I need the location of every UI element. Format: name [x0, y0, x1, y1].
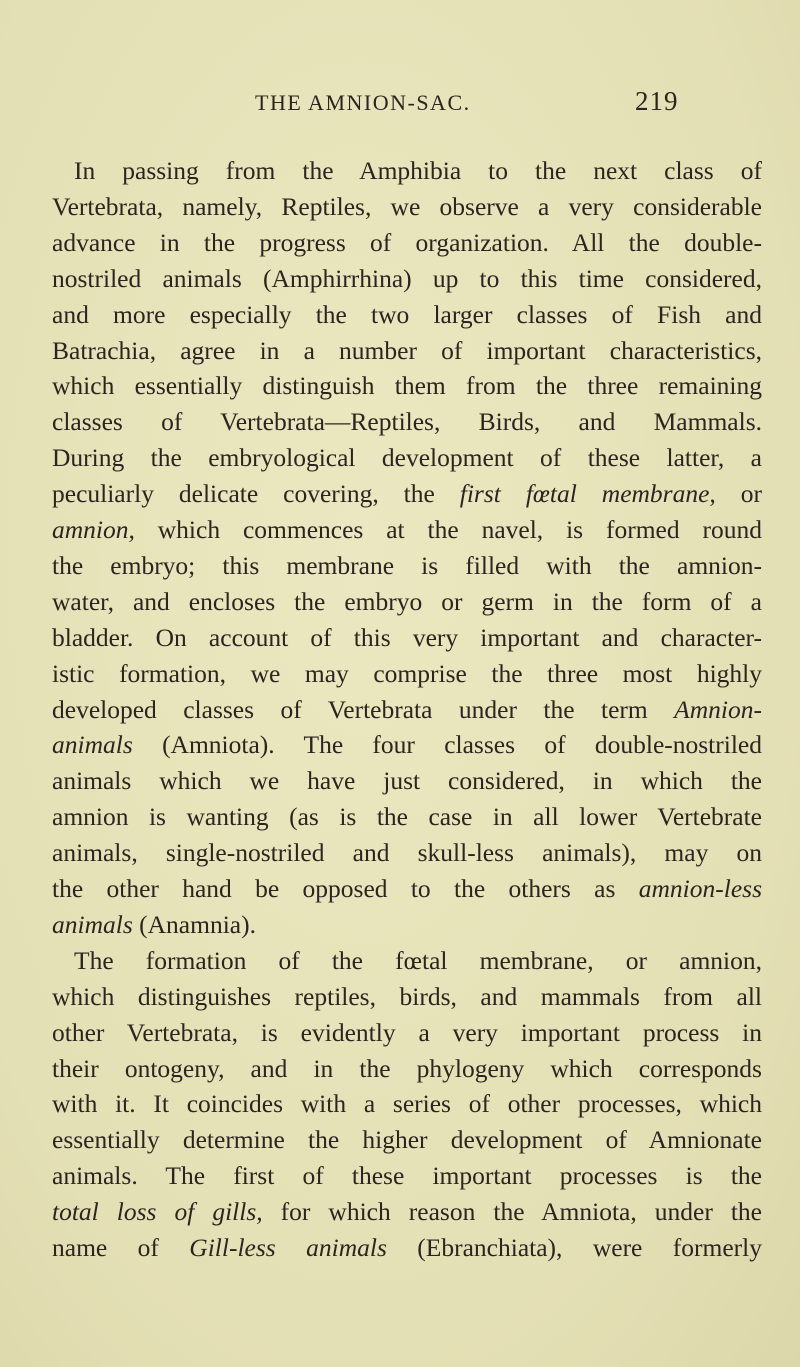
text-line: [52, 1015, 762, 1051]
text-run: amnion is wanting (as is the case in all lower Vertebrate: [52, 802, 762, 832]
text-run: bladder. On account of this very important and character-: [52, 622, 762, 652]
text-line: [52, 799, 762, 835]
page-number: 219: [635, 86, 679, 116]
text-run: the other hand be opposed to the others as: [52, 874, 639, 903]
text-run: (Ebranchiata), were formerly: [386, 1233, 763, 1262]
text-run: which essentially distinguish them from the three remaining: [52, 371, 762, 401]
italic-text: total loss of gills,: [52, 1197, 263, 1227]
text-line: [52, 333, 762, 369]
text-run: animals which we have just considered, in which the: [52, 766, 762, 796]
text-line: [52, 1051, 762, 1087]
text-line: [52, 871, 762, 907]
text-run: Batrachia, agree in a number of important characteristics,: [52, 335, 762, 365]
text-run: for which reason the Amniota, under the: [262, 1197, 762, 1227]
text-line: [52, 584, 762, 620]
text-line: [74, 943, 762, 979]
text-line: [52, 835, 762, 871]
text-line: [52, 1122, 762, 1158]
text-line: [52, 1230, 762, 1266]
text-run: the embryo; this membrane is filled with the amnion-: [52, 550, 762, 580]
text-run: animals. The first of these important processes is the: [52, 1161, 762, 1191]
text-run: nostriled animals (Amphirrhina) up to this time considered,: [52, 263, 762, 293]
text-run: or: [715, 479, 762, 509]
text-line: [74, 153, 762, 189]
text-run: their ontogeny, and in the phylogeny which corresponds: [52, 1053, 762, 1083]
text-run: Vertebrata, namely, Reptiles, we observe a very considerable: [52, 191, 762, 221]
text-run: and more especially the two larger classes of Fish and: [52, 299, 762, 329]
text-line: [52, 189, 762, 225]
text-line: [52, 656, 762, 692]
text-run: which distinguishes reptiles, birds, and mammals from all: [52, 981, 762, 1011]
text-line: [52, 261, 762, 297]
text-run: with it. It coincides with a series of other processes, which: [52, 1089, 762, 1119]
text-line: [52, 512, 762, 548]
text-run: which commences at the navel, is formed round: [134, 515, 762, 544]
text-run: In passing from the Amphibia to the next class of: [74, 156, 762, 185]
text-run: water, and encloses the embryo or germ in the form of a: [52, 586, 762, 616]
text-line: [52, 979, 762, 1015]
text-run: developed classes of Vertebrata under the term: [52, 694, 675, 724]
italic-text: animals: [52, 730, 133, 760]
italic-text: amnion-less: [638, 874, 762, 903]
italic-text: first fœtal membrane,: [459, 479, 716, 509]
italic-text: amnion,: [52, 515, 135, 544]
text-run: classes of Vertebrata—Reptiles, Birds, and Mammals.: [52, 407, 762, 437]
text-run: istic formation, we may comprise the three most highly: [52, 658, 762, 688]
text-line: [52, 404, 762, 440]
text-line: [52, 368, 762, 404]
text-line: [52, 763, 762, 799]
text-line: [52, 440, 762, 476]
italic-text: Gill-less animals: [189, 1233, 387, 1262]
text-run: name of: [52, 1233, 190, 1262]
text-run: The formation of the fœtal membrane, or amnion,: [74, 945, 762, 975]
text-line: [52, 1086, 762, 1122]
text-run: peculiarly delicate covering, the: [52, 479, 460, 509]
text-run: advance in the progress of organization. All the double-: [52, 227, 762, 257]
text-line: [52, 692, 762, 728]
italic-text: Amnion-: [674, 694, 762, 724]
text-line: [52, 1194, 762, 1230]
text-line: [52, 907, 762, 943]
text-line: [52, 727, 762, 763]
text-run: other Vertebrata, is evidently a very important process in: [52, 1017, 762, 1047]
italic-text: animals: [52, 909, 133, 939]
text-line: [52, 225, 762, 261]
text-run: (Amniota). The four classes of double-nostriled: [132, 730, 762, 760]
text-line: [52, 548, 762, 584]
text-line: [52, 1158, 762, 1194]
text-run: animals, single-nostriled and skull-less animals), may on: [52, 838, 762, 868]
running-head: [215, 86, 715, 126]
text-line: [52, 297, 762, 333]
text-run: essentially determine the higher development of Amnionate: [52, 1125, 762, 1155]
text-line: [52, 476, 762, 512]
text-run: (Anamnia).: [132, 909, 256, 939]
text-line: [52, 620, 762, 656]
running-title: THE AMNION-SAC.: [255, 90, 471, 115]
text-run: During the embryological development of these latter, a: [52, 443, 762, 473]
